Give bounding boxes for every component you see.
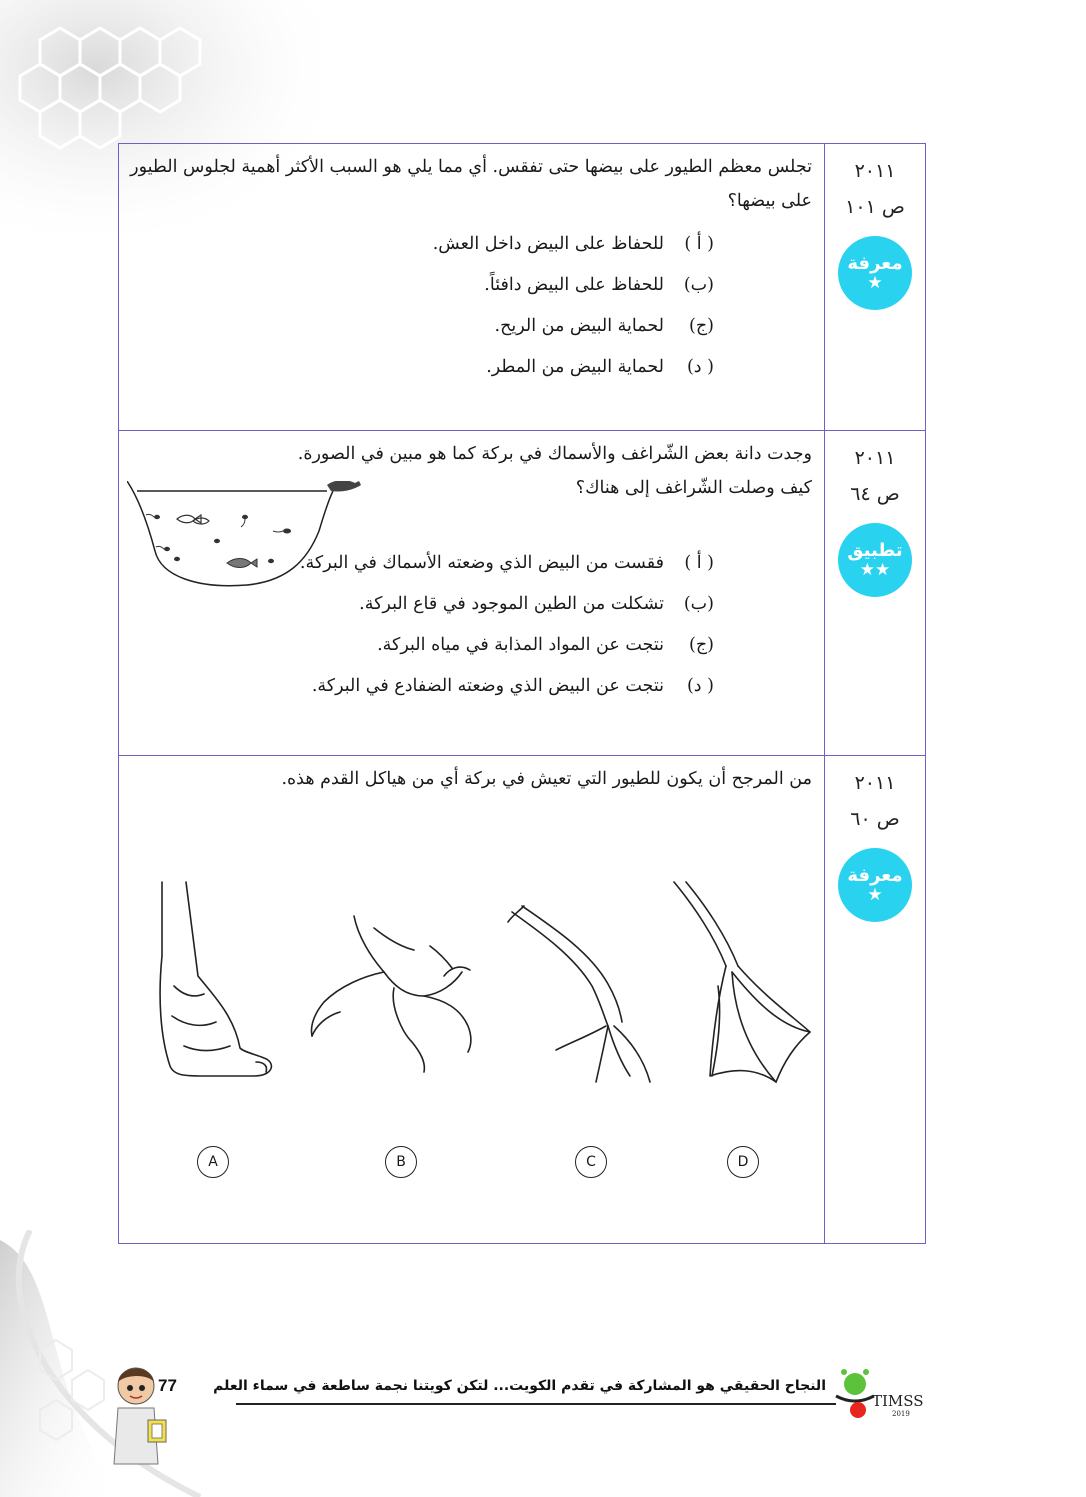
option-text: للحفاظ على البيض دافئاً. (484, 275, 664, 295)
option-text: نتجت عن المواد المذابة في مياه البركة. (377, 635, 664, 655)
question-text: من المرجح أن يكون للطيور التي تعيش في بركة أي من هياكل القدم هذه. (281, 769, 812, 789)
footer-slogan: النجاح الحقيقي هو المشاركة في تقدم الكويت... لتكن كويتنا نجمة ساطعة في سماء العلم (213, 1378, 826, 1394)
brand-name: TIMSS (872, 1392, 924, 1410)
mascot-boy-icon (108, 1360, 174, 1470)
question-year: ٢٠١١ (854, 160, 896, 182)
option-letter: (ب) (683, 275, 714, 295)
answer-option[interactable] (119, 625, 714, 666)
foot-label-b[interactable]: B (385, 1146, 417, 1178)
question-row-2 (119, 431, 926, 756)
level-label: معرفة (847, 253, 903, 274)
question-row-3 (119, 756, 926, 1244)
question-content-2 (119, 431, 825, 756)
foot-a-drawing (160, 882, 271, 1076)
question-page-ref: ص ٦٠ (850, 808, 900, 830)
foot-label-a[interactable]: A (197, 1146, 229, 1178)
answer-option[interactable] (119, 306, 714, 347)
foot-d-drawing (674, 882, 810, 1082)
answer-option[interactable] (119, 666, 714, 707)
level-label: معرفة (847, 865, 903, 886)
question-row-1 (119, 144, 926, 431)
question-subtext: كيف وصلت الشّراغف إلى هناك؟ (575, 478, 812, 498)
brand-year: 2019 (892, 1410, 910, 1418)
question-content-1 (119, 144, 825, 431)
question-meta-2 (825, 431, 926, 756)
footer-divider (236, 1403, 836, 1405)
answer-option[interactable] (119, 224, 714, 265)
option-text: فقست من البيض الذي وضعته الأسماك في البركة. (299, 553, 664, 573)
option-text: للحفاظ على البيض داخل العش. (432, 234, 664, 254)
option-letter: ( د) (686, 676, 714, 696)
question-text: وجدت دانة بعض الشّراغف والأسماك في بركة كما هو مبين في الصورة. (297, 444, 812, 464)
star-icon: ★ (867, 273, 883, 293)
star-icon: ★ (867, 885, 883, 905)
answer-option[interactable] (119, 265, 714, 306)
question-year: ٢٠١١ (854, 447, 896, 469)
question-text: تجلس معظم الطيور على بيضها حتى تفقس. أي مما يلي هو السبب الأكثر أهمية لجلوس الطيور على بيضها؟ (130, 157, 812, 211)
pond-illustration (127, 481, 367, 601)
option-text: تشكلت من الطين الموجود في قاع البركة. (359, 594, 664, 614)
questions-table (118, 143, 926, 1244)
option-letter: ( أ ) (684, 553, 714, 573)
question-page-ref: ص ١٠١ (845, 196, 905, 218)
option-letter: ( د) (686, 357, 714, 377)
question-meta-1 (825, 144, 926, 431)
answer-options (119, 224, 824, 388)
foot-b-drawing (312, 916, 472, 1072)
page-number: 77 (158, 1376, 177, 1395)
option-letter: (ج) (689, 635, 714, 655)
question-year: ٢٠١١ (854, 772, 896, 794)
foot-label-d[interactable]: D (727, 1146, 759, 1178)
option-letter: ( أ ) (684, 234, 714, 254)
level-badge-knowledge (838, 236, 912, 310)
foot-c-drawing (508, 906, 650, 1082)
answer-option[interactable] (119, 347, 714, 388)
option-text: لحماية البيض من المطر. (486, 357, 664, 377)
level-badge-knowledge (838, 848, 912, 922)
option-letter: (ب) (683, 594, 714, 614)
foot-label-c[interactable]: C (575, 1146, 607, 1178)
bird-feet-illustration (144, 876, 844, 1146)
option-letter: (ج) (689, 316, 714, 336)
question-page-ref: ص ٦٤ (850, 483, 900, 505)
level-label: تطبيق (847, 540, 903, 561)
question-content-3 (119, 756, 825, 1244)
level-badge-application (838, 523, 912, 597)
option-text: لحماية البيض من الريح. (494, 316, 664, 336)
foot-labels (197, 1146, 757, 1180)
option-text: نتجت عن البيض الذي وضعته الضفادع في البركة. (311, 676, 664, 696)
star-icon: ★★ (859, 560, 891, 580)
